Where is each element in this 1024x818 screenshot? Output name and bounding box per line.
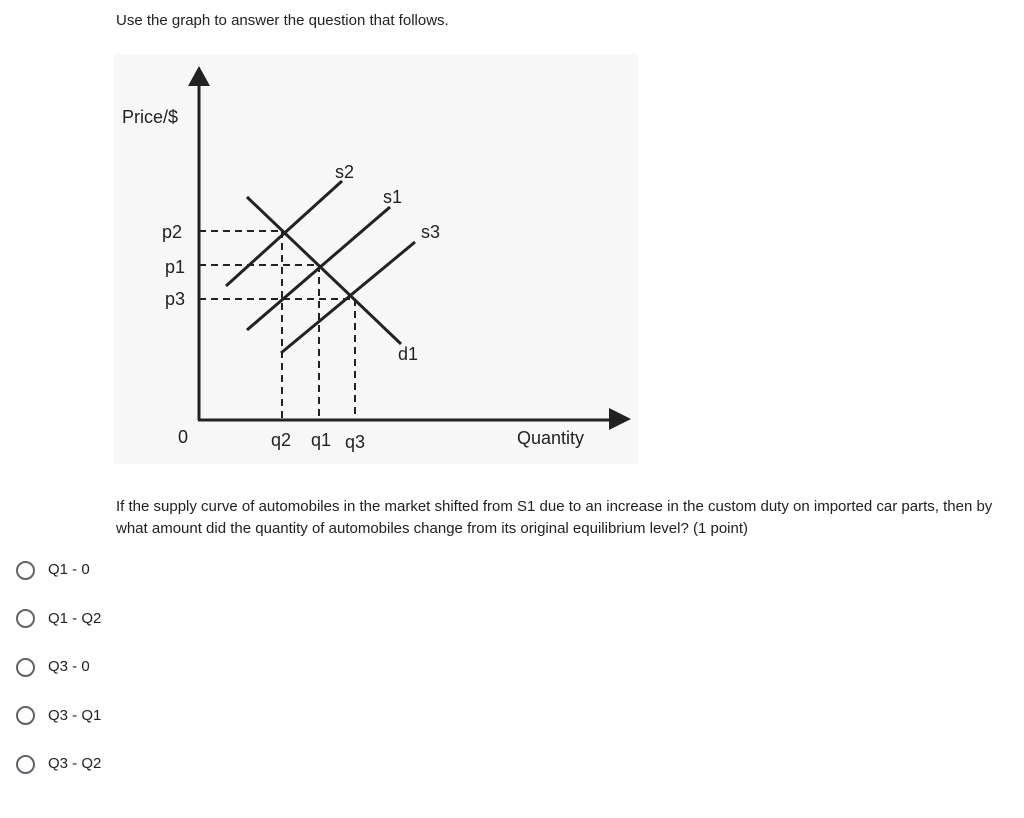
x-axis-label: Quantity [517,428,585,448]
option-label: Q1 - 0 [48,561,90,578]
x-axis-arrowhead [609,408,631,430]
curve-label-s1: s1 [383,187,403,207]
answer-options [16,558,101,801]
curve-label-s2: s2 [335,162,355,182]
y-axis-arrowhead [188,66,210,86]
radio-button[interactable] [16,658,35,677]
instruction-text: Use the graph to answer the question that follows. [116,12,449,29]
question-text: If the supply curve of automobiles in the market shifted from S1 due to an increase in the custom duty on imported car parts, then by what amount did the quantity of automobiles change from its original equilibrium level? (1 point) [116,498,993,537]
radio-button[interactable] [16,561,35,580]
radio-button[interactable] [16,706,35,725]
guide-lines [199,231,355,420]
option-q3-0[interactable] [16,655,101,679]
curve-label-s3: s3 [421,222,441,242]
price-label-p2: p2 [162,222,183,242]
option-label: Q1 - Q2 [48,609,102,627]
y-axis-label: Price/$ [122,107,179,127]
option-label: Q3 - 0 [48,658,90,675]
curve-label-d1: d1 [398,344,419,364]
quantity-label-q3: q3 [345,432,366,452]
radio-button[interactable] [16,755,35,774]
option-q1-q2[interactable] [16,607,101,631]
supply-demand-graph [114,54,638,464]
graph-svg [114,54,638,464]
price-label-p3: p3 [165,289,186,309]
option-label: Q3 - Q2 [48,755,102,772]
option-q3-q2[interactable] [16,752,101,776]
option-q3-q1[interactable] [16,704,101,728]
origin-label: 0 [178,427,189,447]
quantity-label-q1: q1 [311,430,332,450]
price-label-p1: p1 [165,257,186,277]
option-q1-0[interactable] [16,558,101,582]
quantity-label-q2: q2 [271,430,292,450]
option-label: Q3 - Q1 [48,706,102,724]
radio-button[interactable] [16,609,35,628]
